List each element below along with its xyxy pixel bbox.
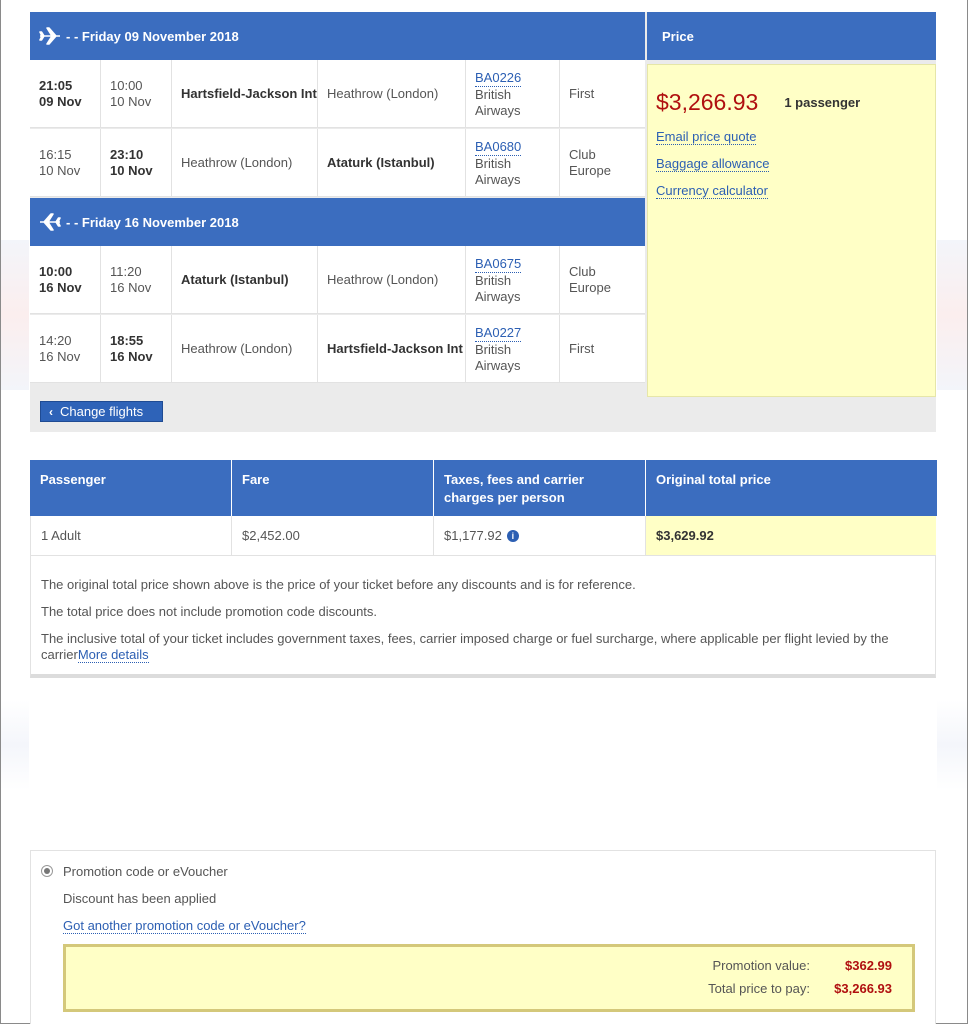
flight-summary-panel xyxy=(30,12,936,432)
destination-airport-name: Hartsfield-Jackson Int xyxy=(327,341,463,356)
fare-breakdown-panel xyxy=(30,460,936,678)
plane-return-icon xyxy=(38,210,62,234)
arrival-time: 11:20 xyxy=(110,264,142,279)
passenger-count: 1 passenger xyxy=(784,95,861,110)
fare-passenger-cell xyxy=(31,516,232,556)
destination-airport-name: Heathrow (London) xyxy=(327,272,439,287)
currency-calculator-link[interactable]: Currency calculator xyxy=(656,183,768,198)
promotion-value-line xyxy=(712,958,892,973)
departure-cell xyxy=(30,129,101,197)
departure-cell xyxy=(30,315,101,383)
fare-header-label: Fare xyxy=(242,472,270,487)
cabin-cell xyxy=(560,315,645,383)
departure-cell xyxy=(30,60,101,128)
fare-header-label: Passenger xyxy=(40,472,106,487)
info-icon[interactable]: i xyxy=(507,530,519,542)
origin-airport-name: Ataturk (Istanbul) xyxy=(181,272,289,287)
flight-number-cell xyxy=(466,315,560,383)
baggage-allowance-link[interactable]: Baggage allowance xyxy=(656,156,770,171)
origin-airport xyxy=(172,315,318,383)
destination-airport xyxy=(318,129,466,197)
airline-name: British Airways xyxy=(475,86,521,118)
arrival-date: 16 Nov xyxy=(110,349,153,364)
outbound-header xyxy=(30,12,645,60)
price-header xyxy=(647,12,936,60)
flight-number-link[interactable]: BA0675 xyxy=(475,255,522,271)
background-stripe xyxy=(1,700,29,790)
flight-row xyxy=(30,60,645,128)
change-flights-label: Change flights xyxy=(60,404,144,419)
departure-time: 14:20 xyxy=(39,333,72,348)
departure-time: 10:00 xyxy=(39,264,73,279)
email-price-quote-link[interactable]: Email price quote xyxy=(656,129,757,144)
fare-header-label: Taxes, fees and carrier charges per person xyxy=(444,472,584,505)
promotion-value-label: Promotion value: xyxy=(712,958,810,973)
inbound-header xyxy=(30,198,645,246)
promotion-summary-box xyxy=(63,944,915,1012)
arrival-cell xyxy=(101,129,172,197)
discount-applied-text: Discount has been applied xyxy=(63,891,217,906)
airline-name: British Airways xyxy=(475,272,521,304)
more-details-link[interactable]: More details xyxy=(77,647,149,662)
cabin-class: Club Europe xyxy=(569,264,611,295)
arrival-date: 16 Nov xyxy=(110,280,152,295)
origin-airport-name: Heathrow (London) xyxy=(181,155,293,170)
arrival-date: 10 Nov xyxy=(110,94,152,109)
fare-amount-cell xyxy=(232,516,434,556)
departure-time: 21:05 xyxy=(39,78,73,93)
background-stripe xyxy=(937,240,967,390)
departure-time: 16:15 xyxy=(39,147,72,162)
airline-name: British Airways xyxy=(475,341,521,373)
arrival-time: 10:00 xyxy=(110,78,143,93)
note-inclusive-text: The inclusive total of your ticket includes government taxes, fees, carrier imposed charge or fuel surcharge, where applicable per flight levied by the carrier xyxy=(41,631,889,662)
fare-amount-value: $2,452.00 xyxy=(242,528,300,543)
price-summary xyxy=(647,64,936,397)
fare-passenger-value: 1 Adult xyxy=(41,528,81,543)
flight-number-cell xyxy=(466,60,560,128)
total-price: $3,266.93 xyxy=(656,89,759,115)
fare-original-total-value: $3,629.92 xyxy=(656,528,714,543)
destination-airport-name: Heathrow (London) xyxy=(327,86,439,101)
arrival-cell xyxy=(101,246,172,314)
inbound-date: - - Friday 16 November 2018 xyxy=(66,214,239,230)
promotion-value: $362.99 xyxy=(845,958,892,973)
flight-number-link[interactable]: BA0680 xyxy=(475,138,522,154)
total-to-pay-value: $3,266.93 xyxy=(834,981,892,996)
departure-date: 10 Nov xyxy=(39,163,81,178)
flight-row xyxy=(30,315,645,383)
fare-header-original-total xyxy=(646,460,937,516)
price-main xyxy=(656,89,860,116)
flight-number-cell xyxy=(466,246,560,314)
promotion-panel xyxy=(30,850,936,1024)
arrival-time: 18:55 xyxy=(110,333,144,348)
fare-header-fare xyxy=(232,460,434,516)
departure-cell xyxy=(30,246,101,314)
total-to-pay-line xyxy=(708,981,892,996)
origin-airport xyxy=(172,129,318,197)
change-flights-button[interactable] xyxy=(40,401,163,422)
another-promo-code-link[interactable]: Got another promotion code or eVoucher? xyxy=(63,918,306,933)
fare-header-passenger xyxy=(30,460,232,516)
flight-row xyxy=(30,129,645,197)
note-original-price: The original total price shown above is the price of your ticket before any discounts and is for reference. xyxy=(41,577,636,592)
origin-airport-name: Heathrow (London) xyxy=(181,341,293,356)
flight-number-cell xyxy=(466,129,560,197)
total-to-pay-label: Total price to pay: xyxy=(708,981,810,996)
promotion-option-label: Promotion code or eVoucher xyxy=(63,864,228,879)
plane-departure-icon xyxy=(38,24,62,48)
background-stripe xyxy=(937,700,967,790)
note-inclusive-total xyxy=(41,631,926,663)
cabin-cell xyxy=(560,60,645,128)
destination-airport xyxy=(318,315,466,383)
destination-airport xyxy=(318,60,466,128)
background-stripe xyxy=(1,240,29,390)
destination-airport xyxy=(318,246,466,314)
origin-airport xyxy=(172,60,318,128)
cabin-class: First xyxy=(569,341,595,356)
arrival-cell xyxy=(101,315,172,383)
arrival-cell xyxy=(101,60,172,128)
flight-number-link[interactable]: BA0226 xyxy=(475,69,522,85)
departure-date: 16 Nov xyxy=(39,280,82,295)
fare-taxes-value: $1,177.92 xyxy=(444,528,502,543)
fare-header-label: Original total price xyxy=(656,472,771,487)
cabin-class: First xyxy=(569,86,595,101)
airline-name: British Airways xyxy=(475,155,521,187)
flight-number-link[interactable]: BA0227 xyxy=(475,324,522,340)
fare-taxes-cell xyxy=(434,516,646,556)
note-promo-excluded: The total price does not include promotion code discounts. xyxy=(41,604,378,619)
cabin-cell xyxy=(560,246,645,314)
fare-original-total-cell xyxy=(646,516,936,556)
destination-airport-name: Ataturk (Istanbul) xyxy=(327,155,435,170)
promotion-radio[interactable] xyxy=(41,865,53,877)
flight-row xyxy=(30,246,645,314)
fare-header-taxes xyxy=(434,460,646,516)
departure-date: 16 Nov xyxy=(39,349,81,364)
arrival-date: 10 Nov xyxy=(110,163,153,178)
origin-airport xyxy=(172,246,318,314)
outbound-date: - - Friday 09 November 2018 xyxy=(66,28,239,44)
chevron-left-icon: ‹ xyxy=(49,404,53,419)
price-header-label: Price xyxy=(662,28,694,44)
cabin-class: Club Europe xyxy=(569,147,611,178)
arrival-time: 23:10 xyxy=(110,147,144,162)
origin-airport-name: Hartsfield-Jackson Int xyxy=(181,86,317,101)
departure-date: 09 Nov xyxy=(39,94,82,109)
cabin-cell xyxy=(560,129,645,197)
